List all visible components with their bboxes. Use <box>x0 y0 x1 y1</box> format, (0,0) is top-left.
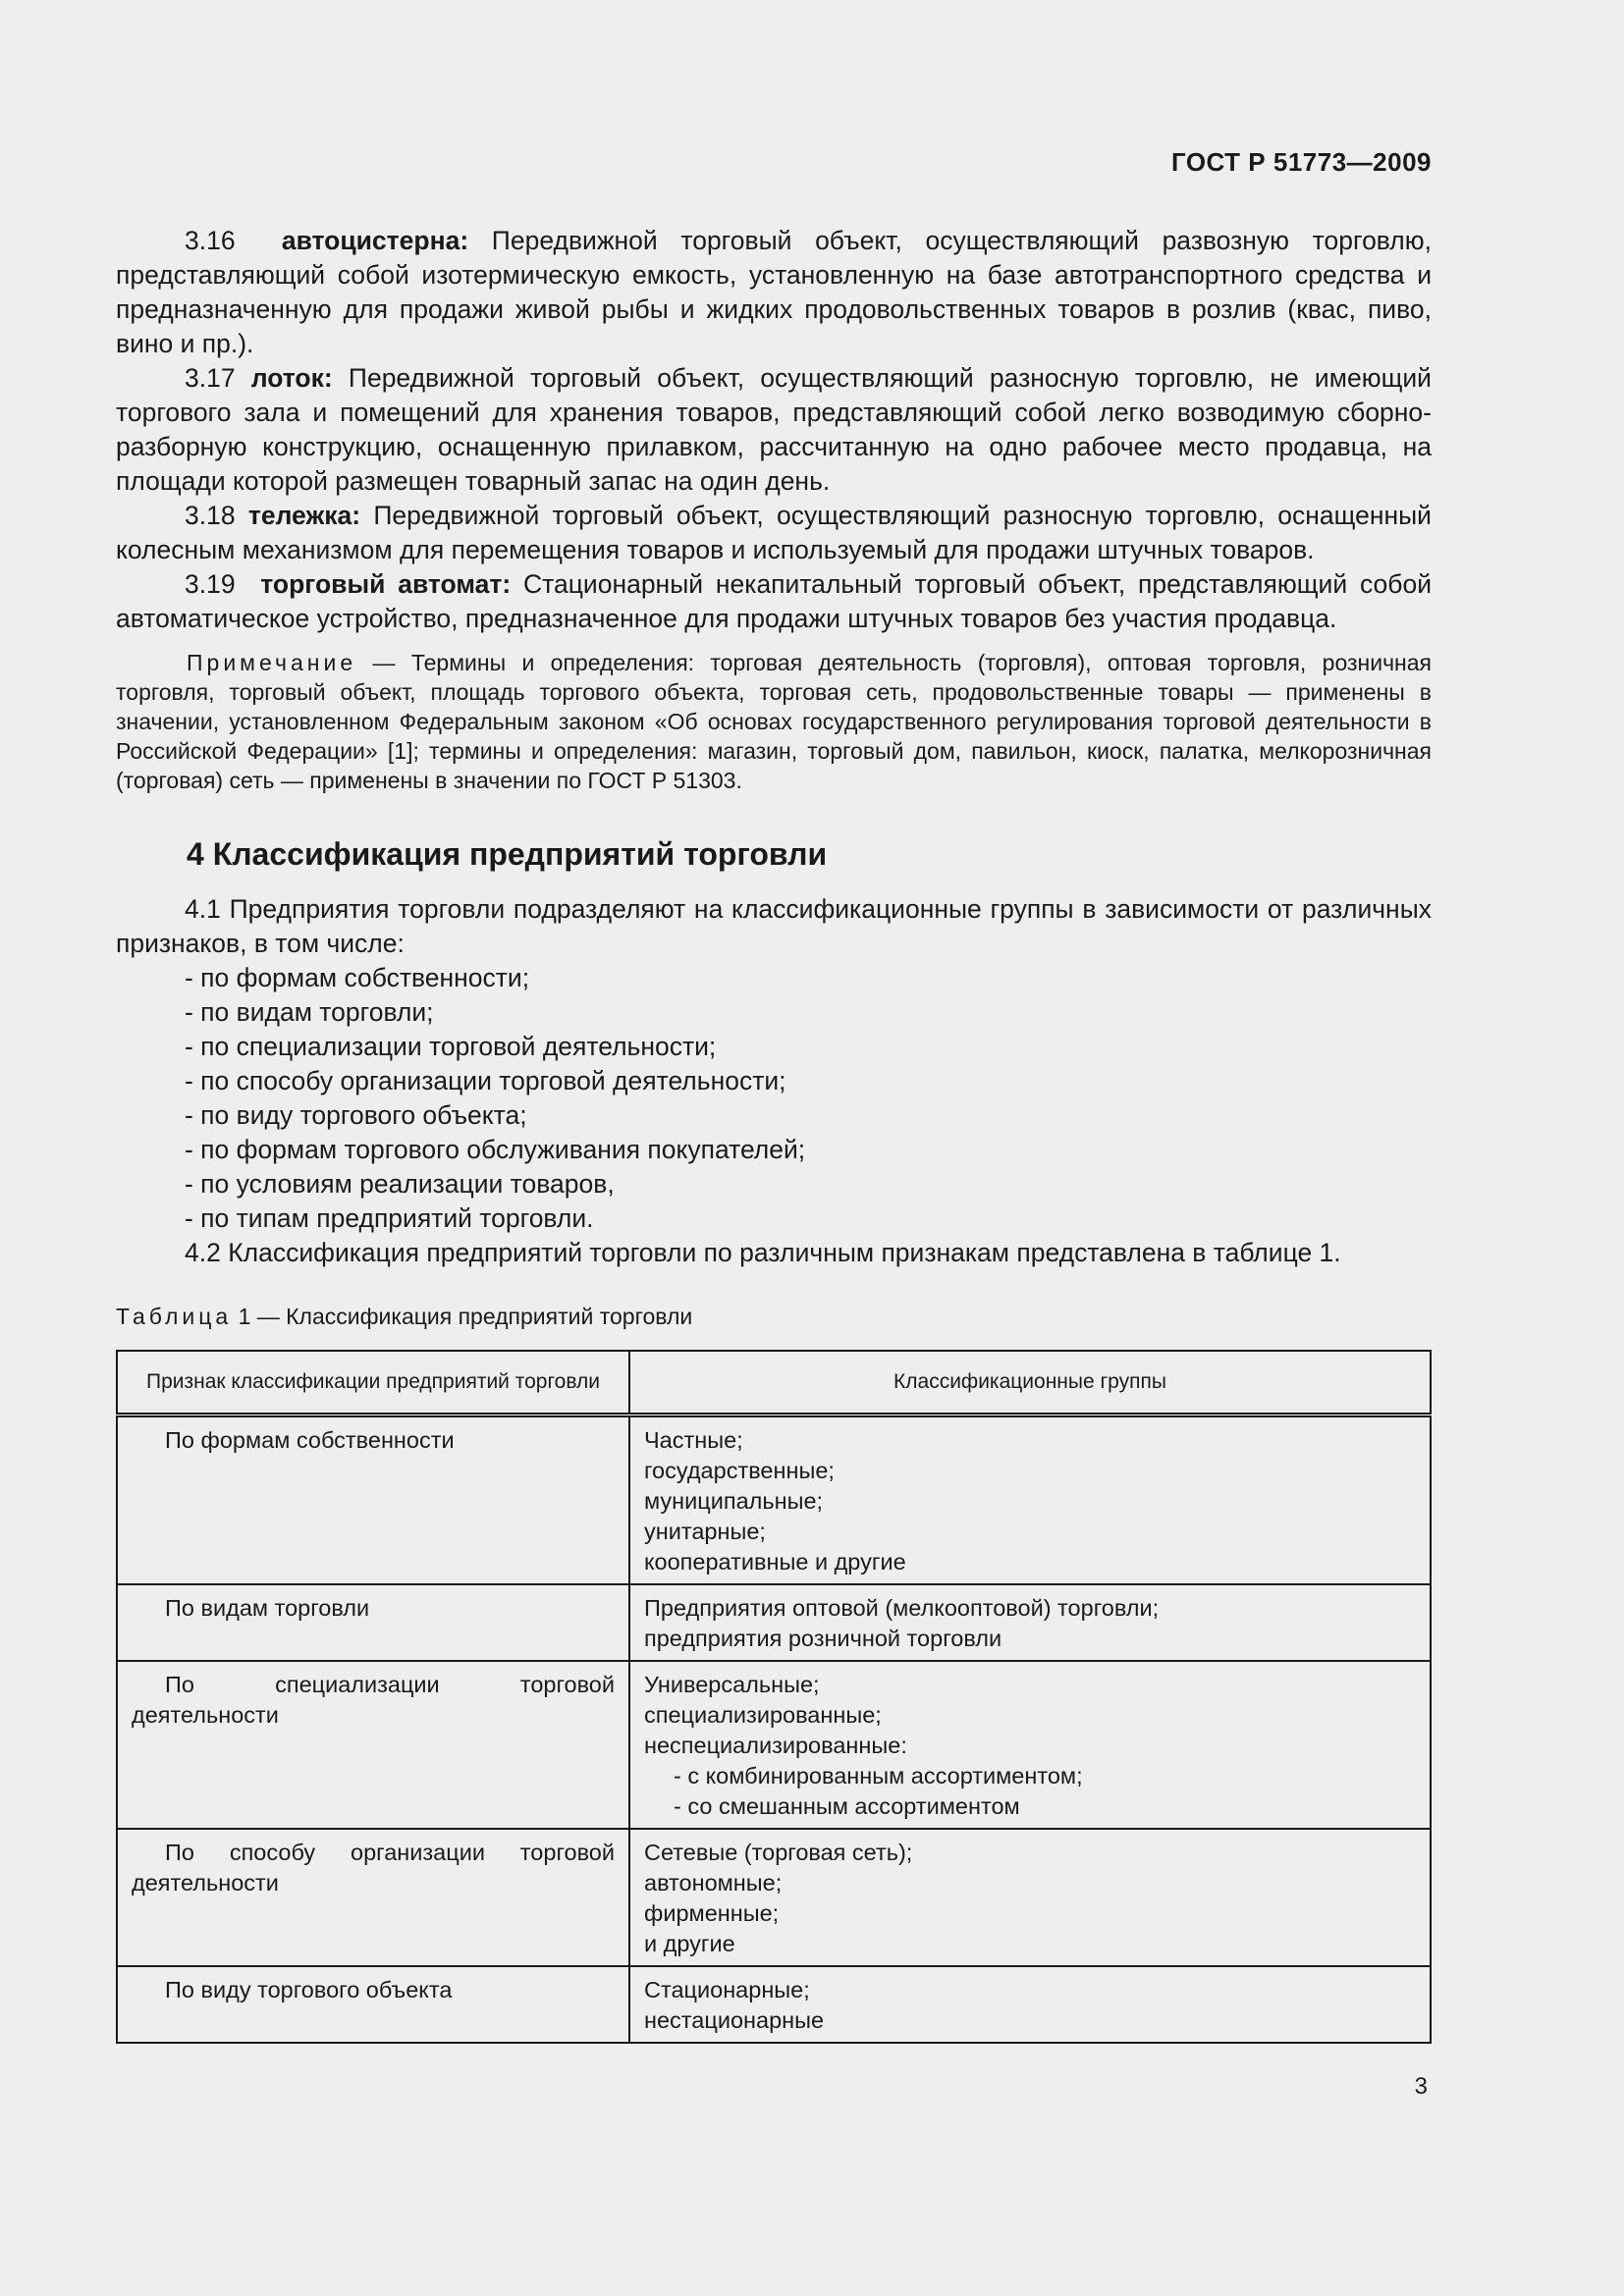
definition-3-18: 3.18 тележка: Передвижной торговый объект, осуществляющий разносную торговлю, оснащенный колесным механизмом для перемещения товаров и используемый для продажи штучных товаров. <box>116 501 1432 564</box>
term: автоцистерна: <box>281 226 469 255</box>
section-title: 4 Классификация предприятий торговли <box>187 836 828 872</box>
note-label: Примечание <box>187 650 357 675</box>
table-caption: Таблица 1 — Классификация предприятий торговли <box>116 1304 693 1329</box>
definition-3-19: 3.19 торговый автомат: Стационарный некапитальный торговый объект, представляющий собой автоматическое устройство, предназначенное для продажи штучных товаров без участия продавца. <box>116 569 1433 633</box>
table-row <box>117 1584 1431 1661</box>
groups-cell: Частные; государственные; муниципальные; унитарные; кооперативные и другие <box>629 1415 1431 1585</box>
list-item: - по формам торгового обслуживания покупателей; <box>185 1135 806 1164</box>
paragraph-4-1: 4.1 Предприятия торговли подразделяют на классификационные группы в зависимости от различных признаков, в том числе: <box>116 894 1432 958</box>
page-body <box>116 224 1432 2044</box>
table-row <box>117 1661 1431 1829</box>
groups-cell: Универсальные; специализированные; неспециализированные: - с комбинированным ассортиментом; - со смешанным ассортиментом <box>629 1661 1431 1829</box>
criterion-cell: По специализации торговой деятельности <box>117 1661 629 1829</box>
list-item: - по условиям реализации товаров, <box>185 1169 615 1199</box>
note: Примечание — Термины и определения: торговая деятельность (торговля), оптовая торговля, розничная торговля, торговый объект, площадь торгового объекта, торговая сеть, продовольственные товары — применены в значении, установленном Федеральным законом «Об основах государственного регулирования торговой деятельности в Российской Федерации» [1]; термины и определения: магазин, торговый дом, павильон, киоск, палатка, мелкорозничная (торговая) сеть — применены в значении по ГОСТ Р 51303. <box>116 650 1432 793</box>
classification-table <box>116 1350 1432 2044</box>
criterion-cell: По виду торгового объекта <box>117 1966 629 2043</box>
table-header-row <box>117 1351 1431 1415</box>
list-item: - по специализации торговой деятельности; <box>185 1032 717 1061</box>
term: лоток: <box>250 363 333 393</box>
list-item: - по типам предприятий торговли. <box>185 1203 594 1233</box>
criterion-cell: По видам торговли <box>117 1584 629 1661</box>
definition-3-17: 3.17 лоток: Передвижной торговый объект, осуществляющий разносную торговлю, не имеющий торгового зала и помещений для хранения товаров, представляющий собой легко возводимую сборно-разборную конструкцию, оснащенную прилавком, рассчитанную на одно рабочее место продавца, на площади которой размещен товарный запас на один день. <box>116 363 1432 496</box>
list-item: - по формам собственности; <box>185 963 530 992</box>
document-header: ГОСТ Р 51773—2009 <box>1170 147 1432 177</box>
table-row <box>117 1415 1431 1585</box>
table-row <box>117 1829 1431 1966</box>
column-header: Признак классификации предприятий торговли <box>117 1351 629 1415</box>
groups-cell: Стационарные; нестационарные <box>629 1966 1431 2043</box>
groups-cell: Предприятия оптовой (мелкооптовой) торговли; предприятия розничной торговли <box>629 1584 1431 1661</box>
term: тележка: <box>247 501 361 530</box>
list-item: - по способу организации торговой деятельности; <box>185 1066 786 1095</box>
list-item: - по виду торгового объекта; <box>185 1100 527 1130</box>
groups-cell: Сетевые (торговая сеть); автономные; фирменные; и другие <box>629 1829 1431 1966</box>
list-item: - по видам торговли; <box>185 997 434 1027</box>
definition-3-16: 3.16 автоцистерна: Передвижной торговый объект, осуществляющий развозную торговлю, представляющий собой изотермическую емкость, установленную на базе автотранспортного средства и предназначенную для продажи живой рыбы и жидких продовольственных товаров в розлив (квас, пиво, вино и пр.). <box>116 226 1432 358</box>
criterion-cell: По способу организации торговой деятельности <box>117 1829 629 1966</box>
table-row <box>117 1966 1431 2043</box>
page-number: 3 <box>1414 2073 1428 2100</box>
column-header: Классификационные группы <box>629 1351 1431 1415</box>
criteria-list <box>116 961 1432 1236</box>
criterion-cell: По формам собственности <box>117 1415 629 1585</box>
paragraph-4-2: 4.2 Классификация предприятий торговли по различным признакам представлена в таблице 1. <box>185 1238 1341 1267</box>
term: торговый автомат: <box>260 569 512 599</box>
